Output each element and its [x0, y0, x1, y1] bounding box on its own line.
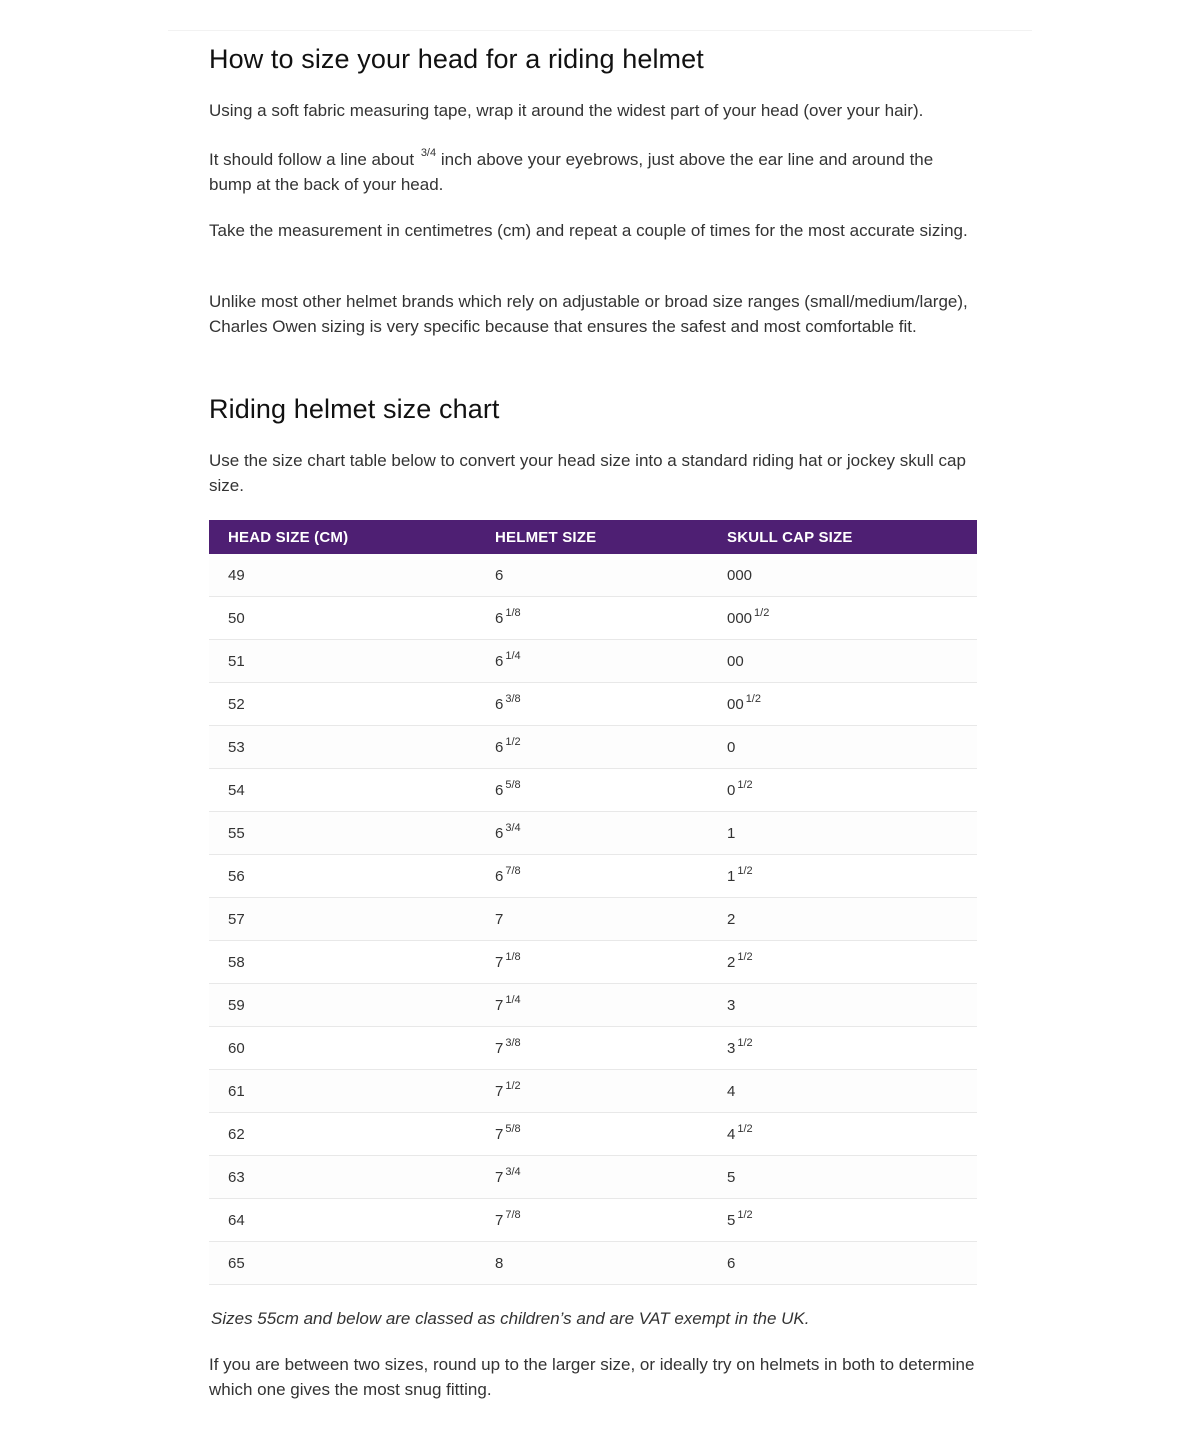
header-helmet-size: HELMET SIZE	[476, 520, 708, 554]
skull-cap-size-cell	[708, 1242, 977, 1285]
head-size-cell: 55	[209, 812, 476, 855]
header-skull-cap-size: SKULL CAP SIZE	[708, 520, 977, 554]
helmet-size-fraction: 1/2	[505, 735, 521, 748]
skull-cap-size-whole: 0	[727, 738, 736, 756]
helmet-size-cell	[476, 812, 708, 855]
helmet-size-whole: 7	[495, 953, 504, 971]
skull-cap-size-whole: 3	[727, 1039, 736, 1057]
helmet-size-cell	[476, 855, 708, 898]
skull-cap-size-whole: 3	[727, 996, 736, 1014]
skull-cap-size-whole: 000	[727, 609, 753, 627]
helmet-size-cell	[476, 726, 708, 769]
skull-cap-size-cell	[708, 769, 977, 812]
head-size-cell: 57	[209, 898, 476, 941]
table-row	[209, 1113, 977, 1156]
skull-cap-size-whole: 4	[727, 1082, 736, 1100]
skull-cap-size-whole: 6	[727, 1254, 736, 1272]
helmet-size-whole: 7	[495, 1168, 504, 1186]
skull-cap-size-whole: 1	[727, 824, 736, 842]
table-header-row	[209, 520, 977, 554]
vat-note: Sizes 55cm and below are classed as children’s and are VAT exempt in the UK.	[211, 1309, 810, 1328]
head-size-cell: 61	[209, 1070, 476, 1113]
skull-cap-size-cell	[708, 1070, 977, 1113]
skull-cap-size-fraction: 1/2	[754, 606, 770, 619]
helmet-size-whole: 7	[495, 1082, 504, 1100]
helmet-size-cell	[476, 1113, 708, 1156]
helmet-size-whole: 6	[495, 738, 504, 756]
helmet-size-cell	[476, 769, 708, 812]
helmet-size-whole: 6	[495, 824, 504, 842]
head-size-cell: 50	[209, 597, 476, 640]
skull-cap-size-cell	[708, 640, 977, 683]
table-row	[209, 984, 977, 1027]
helmet-size-cell	[476, 1242, 708, 1285]
skull-cap-size-fraction: 1/2	[737, 1122, 753, 1135]
skull-cap-size-cell	[708, 941, 977, 984]
helmet-size-whole: 7	[495, 1211, 504, 1229]
table-row	[209, 855, 977, 898]
helmet-size-fraction: 7/8	[505, 1208, 521, 1221]
table-row	[209, 941, 977, 984]
helmet-size-whole: 6	[495, 781, 504, 799]
helmet-size-whole: 8	[495, 1254, 504, 1272]
skull-cap-size-cell	[708, 683, 977, 726]
sizing-paragraph-specific: Unlike most other helmet brands which rely on adjustable or broad size ranges (small/medium/large), Charles Owen sizing is very specific because that ensures the safest and most comfortable fit.	[209, 292, 968, 336]
helmet-size-cell	[476, 1199, 708, 1242]
table-row	[209, 1156, 977, 1199]
helmet-size-cell	[476, 597, 708, 640]
sizing-paragraph-tape: Using a soft fabric measuring tape, wrap it around the widest part of your head (over your hair).	[209, 101, 924, 120]
skull-cap-size-whole: 5	[727, 1211, 736, 1229]
sizing-paragraph-line	[209, 147, 977, 197]
skull-cap-size-whole: 00	[727, 652, 744, 670]
helmet-size-whole: 6	[495, 566, 504, 584]
helmet-size-fraction: 1/8	[505, 950, 521, 963]
head-size-cell: 53	[209, 726, 476, 769]
helmet-size-cell	[476, 984, 708, 1027]
table-row	[209, 769, 977, 812]
head-size-cell: 60	[209, 1027, 476, 1070]
helmet-size-fraction: 3/4	[505, 821, 521, 834]
head-size-cell: 49	[209, 554, 476, 597]
sizing-paragraph-measure: Take the measurement in centimetres (cm) and repeat a couple of times for the most accurate sizing.	[209, 221, 968, 240]
table-row	[209, 683, 977, 726]
head-size-cell: 59	[209, 984, 476, 1027]
skull-cap-size-fraction: 1/2	[737, 1208, 753, 1221]
helmet-size-fraction: 5/8	[505, 1122, 521, 1135]
helmet-size-fraction: 1/4	[505, 649, 521, 662]
helmet-size-whole: 6	[495, 695, 504, 713]
skull-cap-size-fraction: 1/2	[737, 1036, 753, 1049]
top-divider	[168, 30, 1032, 31]
skull-cap-size-cell	[708, 554, 977, 597]
skull-cap-size-cell	[708, 1113, 977, 1156]
skull-cap-size-whole: 00	[727, 695, 744, 713]
helmet-size-fraction: 3/8	[505, 692, 521, 705]
head-size-cell: 51	[209, 640, 476, 683]
chart-intro: Use the size chart table below to convert your head size into a standard riding hat or jockey skull cap size.	[209, 451, 966, 495]
fraction-three-quarters: 3/4	[420, 147, 437, 160]
helmet-size-fraction: 1/2	[505, 1079, 521, 1092]
helmet-size-fraction: 1/8	[505, 606, 521, 619]
helmet-size-cell	[476, 640, 708, 683]
helmet-size-cell	[476, 1070, 708, 1113]
sizing-paragraph-line-end: inch above your eyebrows, just above the ear line and around the bump at the back of your head.	[209, 150, 934, 194]
skull-cap-size-cell	[708, 812, 977, 855]
helmet-size-cell	[476, 683, 708, 726]
skull-cap-size-fraction: 1/2	[737, 950, 753, 963]
helmet-size-whole: 6	[495, 652, 504, 670]
skull-cap-size-cell	[708, 1027, 977, 1070]
table-row	[209, 1242, 977, 1285]
table-row	[209, 726, 977, 769]
skull-cap-size-whole: 0	[727, 781, 736, 799]
head-size-cell: 52	[209, 683, 476, 726]
sizing-heading: How to size your head for a riding helmet	[209, 44, 704, 74]
header-head-size: HEAD SIZE (CM)	[209, 520, 476, 554]
skull-cap-size-whole: 2	[727, 910, 736, 928]
size-chart-table	[209, 520, 977, 1285]
skull-cap-size-cell	[708, 726, 977, 769]
helmet-size-cell	[476, 1027, 708, 1070]
skull-cap-size-fraction: 1/2	[745, 692, 761, 705]
helmet-size-fraction: 7/8	[505, 864, 521, 877]
table-row	[209, 898, 977, 941]
helmet-size-cell	[476, 898, 708, 941]
head-size-cell: 54	[209, 769, 476, 812]
helmet-size-cell	[476, 941, 708, 984]
sizing-paragraph-line-start: It should follow a line about	[209, 150, 419, 169]
helmet-size-cell	[476, 1156, 708, 1199]
skull-cap-size-fraction: 1/2	[737, 864, 753, 877]
skull-cap-size-cell	[708, 898, 977, 941]
head-size-cell: 63	[209, 1156, 476, 1199]
helmet-size-fraction: 3/8	[505, 1036, 521, 1049]
head-size-cell: 58	[209, 941, 476, 984]
helmet-size-fraction: 5/8	[505, 778, 521, 791]
head-size-cell: 64	[209, 1199, 476, 1242]
helmet-size-whole: 6	[495, 867, 504, 885]
skull-cap-size-whole: 4	[727, 1125, 736, 1143]
skull-cap-size-whole: 1	[727, 867, 736, 885]
table-row	[209, 1199, 977, 1242]
helmet-size-whole: 7	[495, 996, 504, 1014]
table-row	[209, 1070, 977, 1113]
skull-cap-size-cell	[708, 855, 977, 898]
table-row	[209, 1027, 977, 1070]
table-row	[209, 597, 977, 640]
helmet-size-whole: 7	[495, 910, 504, 928]
skull-cap-size-whole: 5	[727, 1168, 736, 1186]
table-row	[209, 554, 977, 597]
helmet-size-fraction: 3/4	[505, 1165, 521, 1178]
table-row	[209, 640, 977, 683]
skull-cap-size-cell	[708, 597, 977, 640]
head-size-cell: 56	[209, 855, 476, 898]
helmet-size-fraction: 1/4	[505, 993, 521, 1006]
skull-cap-size-whole: 2	[727, 953, 736, 971]
helmet-size-cell	[476, 554, 708, 597]
skull-cap-size-whole: 000	[727, 566, 753, 584]
helmet-size-whole: 6	[495, 609, 504, 627]
between-sizes-note: If you are between two sizes, round up to the larger size, or ideally try on helmets in both to determine which one gives the most snug fitting.	[209, 1355, 975, 1399]
helmet-size-whole: 7	[495, 1125, 504, 1143]
head-size-cell: 62	[209, 1113, 476, 1156]
head-size-cell: 65	[209, 1242, 476, 1285]
table-row	[209, 812, 977, 855]
size-chart-body	[209, 554, 977, 1285]
helmet-size-whole: 7	[495, 1039, 504, 1057]
skull-cap-size-fraction: 1/2	[737, 778, 753, 791]
skull-cap-size-cell	[708, 1156, 977, 1199]
chart-heading: Riding helmet size chart	[209, 394, 500, 424]
skull-cap-size-cell	[708, 984, 977, 1027]
skull-cap-size-cell	[708, 1199, 977, 1242]
